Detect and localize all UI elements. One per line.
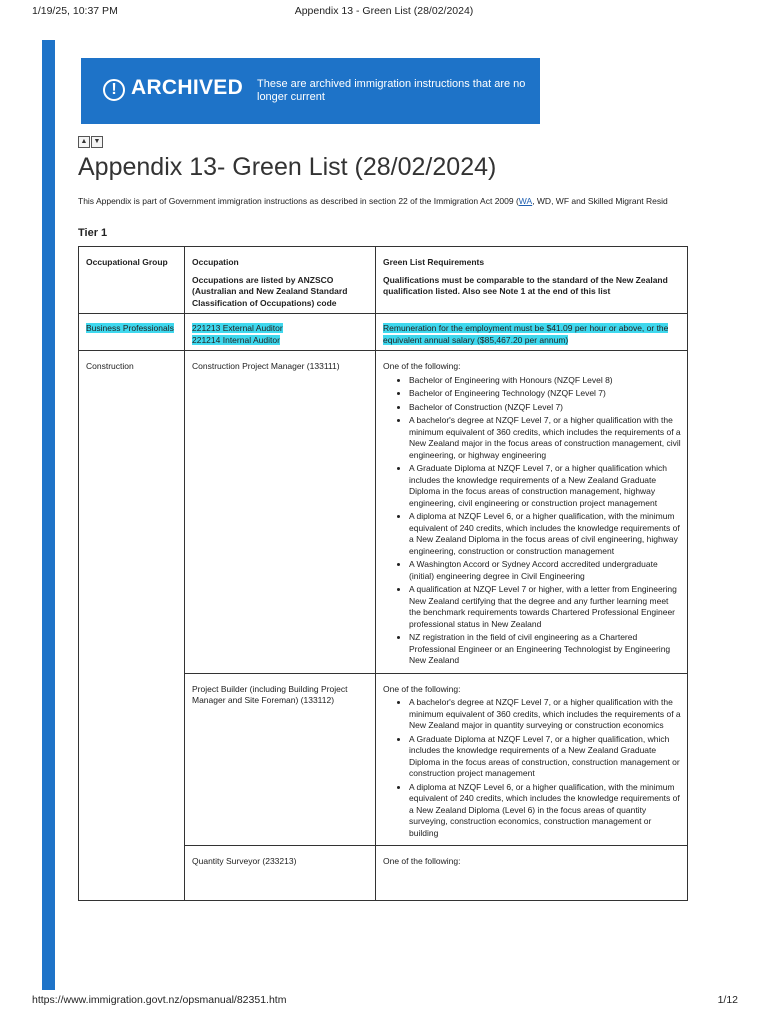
header-occupation-sub: Occupations are listed by ANZSCO (Australian and New Zealand Standard Classification of Occupations) code <box>192 274 348 308</box>
list-item: • Bachelor of Engineering Technology (NZQF Level 7) <box>409 388 681 400</box>
intro-before: This Appendix is part of Government immigration instructions as described in section 22 of the Immigration Act 2009 ( <box>78 196 519 206</box>
page-nav <box>78 136 104 154</box>
header-occupation: Occupation Occupations are listed by ANZSCO (Australian and New Zealand Standard Classification of Occupations) code <box>185 247 376 314</box>
table-row <box>79 314 688 351</box>
cpm-requirements-list <box>383 375 681 667</box>
arrow-down-icon[interactable]: ▼ <box>91 136 103 148</box>
archived-label: ARCHIVED <box>131 76 244 99</box>
list-item: • NZ registration in the field of civil engineering as a Chartered Professional Engineer or an Engineering Technologist by Engineering New Zealand <box>409 632 681 667</box>
occupation-project-builder: Project Builder (including Building Project Manager and Site Foreman) (133112) <box>185 673 376 846</box>
print-page-number: 1/12 <box>717 994 738 1006</box>
list-item: • Bachelor of Construction (NZQF Level 7) <box>409 402 681 414</box>
tier-heading: Tier 1 <box>78 227 108 239</box>
occupation-quantity-surveyor: Quantity Surveyor (233213) <box>185 846 376 901</box>
archived-banner <box>81 58 540 124</box>
list-item: • A diploma at NZQF Level 6, or a higher qualification, with the minimum equivalent of 240 credits, which includes the knowledge requirements of a New Zealand Diploma (Level 6) in the focus areas of quantity surveying, construction economics, construction management or building <box>409 782 681 840</box>
pb-lead: One of the following: <box>383 683 461 694</box>
arrow-up-icon[interactable]: ▲ <box>78 136 90 148</box>
list-item: • A bachelor's degree at NZQF Level 7, or a higher qualification with the minimum equivalent of 360 credits, which includes the requirements of a New Zealand major in quantity surveying or construction economics <box>409 697 681 732</box>
header-group: Occupational Group <box>79 247 185 314</box>
print-doc-title: Appendix 13 - Green List (28/02/2024) <box>294 5 474 17</box>
list-item: • A qualification at NZQF Level 7 or higher, with a letter from Engineering New Zealand certifying that the degree and any further learning meet the benchmark requirements towards Chartered Professional Engineer professional status in New Zealand <box>409 584 681 630</box>
list-item: • A Washington Accord or Sydney Accord accredited undergraduate (initial) engineering degree in Civil Engineering <box>409 559 681 582</box>
occupation-internal-auditor: 221214 Internal Auditor <box>192 334 280 345</box>
occupation-cpm: Construction Project Manager (133111) <box>185 351 376 674</box>
exclamation-icon: ! <box>103 79 125 101</box>
print-header <box>0 0 768 20</box>
list-item: • A Graduate Diploma at NZQF Level 7, or a higher qualification which includes the knowledge requirements of a New Zealand Graduate Diploma in the focus areas of construction management, highway engineering, civil engineering or construction project management <box>409 463 681 509</box>
business-requirement: Remuneration for the employment must be $41.09 per hour or above, or the equivalent annual salary ($85,467.20 per annum) <box>383 323 669 345</box>
header-requirements: Green List Requirements Qualifications must be comparable to the standard of the New Zealand qualification listed. Also see Note 1 at the end of this list <box>376 247 688 314</box>
green-list-table <box>78 246 688 901</box>
intro-after: , WD, WF and Skilled Migrant Resid <box>532 196 668 206</box>
list-item: • A diploma at NZQF Level 6, or a higher qualification, with the minimum equivalent of 240 credits, which includes the knowledge requirements of a New Zealand Diploma in the focus areas of civil engineering, highway engineering, construction or construction management <box>409 511 681 557</box>
intro-text <box>78 196 758 206</box>
qs-lead: One of the following: <box>376 846 688 901</box>
pb-requirements-list <box>383 697 681 839</box>
print-footer <box>0 992 768 1012</box>
cpm-lead: One of the following: <box>383 361 461 371</box>
list-item: • A Graduate Diploma at NZQF Level 7, or a higher qualification, which includes the knowledge requirements of a New Zealand Graduate Diploma in the focus areas of construction, construction management or construction project management <box>409 734 681 780</box>
archived-message: These are archived immigration instructions that are no longer current <box>257 78 526 103</box>
left-accent-bar <box>42 40 55 990</box>
header-requirements-sub: Qualifications must be comparable to the standard of the New Zealand qualification listed. Also see Note 1 at the end of this list <box>383 274 668 296</box>
print-url: https://www.immigration.govt.nz/opsmanual/82351.htm <box>32 994 287 1006</box>
wa-link[interactable]: WA <box>518 196 533 206</box>
group-construction: Construction <box>79 351 185 901</box>
list-item: • A bachelor's degree at NZQF Level 7, or a higher qualification with the minimum equivalent of 360 credits, which includes the requirements of a New Zealand major in the focus areas of construction management, civil engineering, or highway engineering <box>409 415 681 461</box>
occupation-external-auditor: 221213 External Auditor <box>192 323 283 333</box>
table-header-row <box>79 247 688 314</box>
page-title: Appendix 13- Green List (28/02/2024) <box>78 153 497 181</box>
table-row <box>79 351 688 674</box>
print-datetime: 1/19/25, 10:37 PM <box>32 5 118 17</box>
list-item: • Bachelor of Engineering with Honours (NZQF Level 8) <box>409 375 681 387</box>
group-business: Business Professionals <box>86 323 174 333</box>
